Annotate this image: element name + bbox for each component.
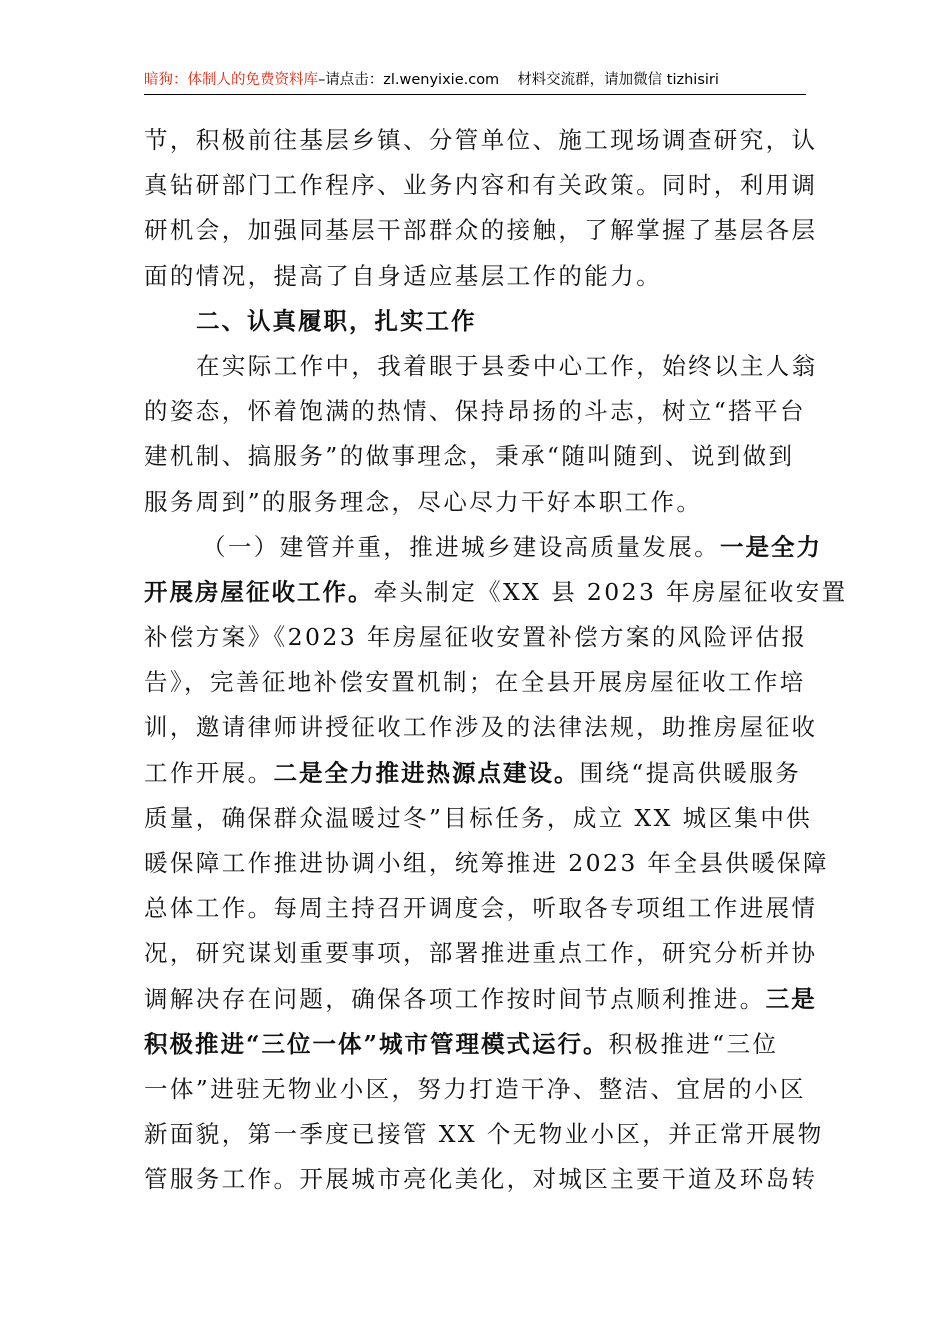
- header-brand: 暗狗：体制人的免费资料库: [144, 72, 318, 88]
- document-body: [144, 118, 848, 1203]
- text-line: 开展房屋征收工作。牵头制定《XX 县 2023 年房屋征收安置: [144, 577, 848, 606]
- bold-lead: 三是: [765, 984, 817, 1013]
- text-line: 建机制、搞服务”的做事理念，秉承“随叫随到、说到做到: [144, 442, 795, 471]
- text-line: 质量，确保群众温暖过冬”目标任务，成立 XX 城区集中供: [144, 803, 813, 832]
- text-line: 服务周到”的服务理念，尽心尽力干好本职工作。: [144, 487, 703, 516]
- header-click-prompt: –请点击：: [318, 72, 384, 88]
- bold-lead: 二是全力推进热源点建设。: [273, 758, 580, 787]
- text-line: 节，积极前往基层乡镇、分管单位、施工现场调查研究，认: [144, 126, 818, 154]
- bold-lead: 积极推进“三位一体”城市管理模式运行。: [144, 1029, 609, 1058]
- header-group-note: 材料交流群，请加微信 tizhisiri: [517, 72, 719, 88]
- bold-lead: 一是全力: [720, 532, 822, 561]
- page-header: [144, 68, 806, 94]
- text-line: 在实际工作中，我着眼于县委中心工作，始终以主人翁: [196, 351, 818, 380]
- text-line: 面的情况，提高了自身适应基层工作的能力。: [144, 261, 662, 290]
- text-line: 补偿方案》《2023 年房屋征收安置补偿方案的风险评估报: [144, 623, 808, 652]
- text-line: 的姿态，怀着饱满的热情、保持昂扬的斗志，树立“搭平台: [144, 397, 806, 426]
- subsection-heading: （一）建管并重，推进城乡建设高质量发展。: [202, 532, 720, 561]
- text-line: 告》，完善征地补偿安置机制；在全县开展房屋征收工作培: [144, 668, 806, 697]
- text-line: 研机会，加强同基层干部群众的接触，了解掌握了基层各层: [144, 216, 818, 245]
- bold-lead: 开展房屋征收工作。: [144, 577, 374, 606]
- subsection-line: [144, 525, 822, 570]
- section-heading: 二、认真履职，扎实工作: [196, 306, 477, 335]
- text-line: 管服务工作。开展城市亮化美化，对城区主要干道及环岛转: [144, 1165, 818, 1194]
- text-line: 工作开展。二是全力推进热源点建设。围绕“提高供暖服务: [144, 758, 802, 787]
- text-line: 真钻研部门工作程序、业务内容和有关政策。同时，利用调: [144, 171, 818, 200]
- text-line: 调解决存在问题，确保各项工作按时间节点顺利推进。三是: [144, 984, 817, 1013]
- text-line: 总体工作。每周主持召开调度会，听取各专项组工作进展情: [144, 894, 818, 923]
- text-line: 新面貌，第一季度已接管 XX 个无物业小区，并正常开展物: [144, 1120, 824, 1149]
- text-line: 积极推进“三位一体”城市管理模式运行。积极推进“三位: [144, 1029, 779, 1058]
- header-divider: [144, 94, 806, 95]
- text-line: 暖保障工作推进协调小组，统筹推进 2023 年全县供暖保障: [144, 849, 829, 877]
- text-line: 况，研究谋划重要事项，部署推进重点工作，研究分析并协: [144, 939, 818, 968]
- text-line: 训，邀请律师讲授征收工作涉及的法律法规，助推房屋征收: [144, 713, 818, 742]
- text-line: 一体”进驻无物业小区，努力打造干净、整洁、宜居的小区: [144, 1074, 806, 1103]
- header-url-link[interactable]: zl.wenyixie.com: [383, 72, 500, 88]
